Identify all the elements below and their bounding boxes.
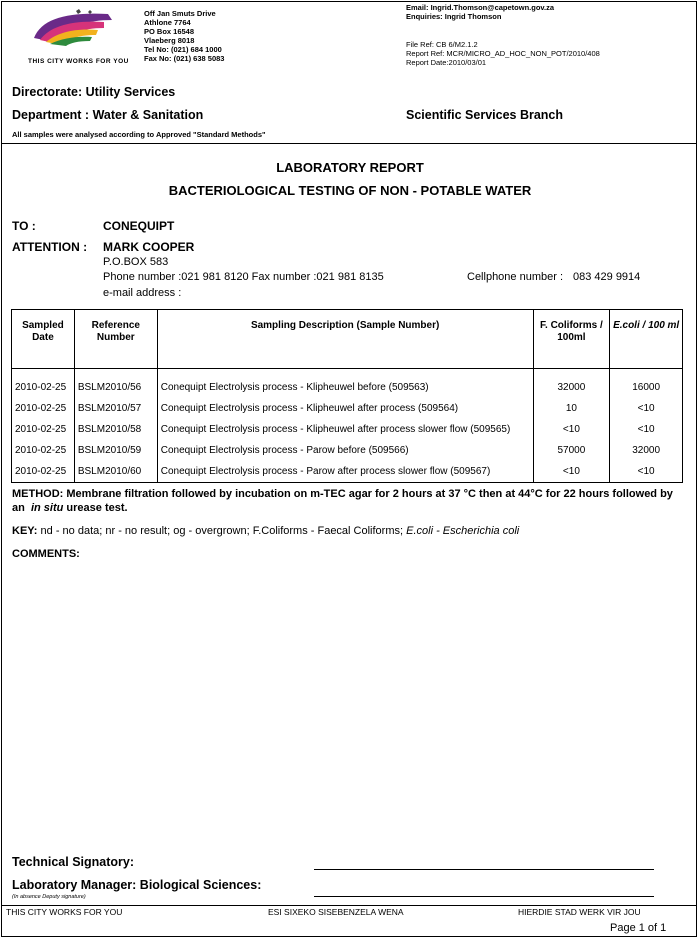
cellphone-value: 083 429 9914 — [573, 271, 641, 283]
cell-desc: Conequipt Electrolysis process - Parow after process slower flow (509567) — [157, 461, 533, 483]
address-line: Fax No: (021) 638 5083 — [144, 54, 225, 63]
report-subtitle: BACTERIOLOGICAL TESTING OF NON - POTABLE WATER — [168, 183, 532, 198]
manager-signature-line — [314, 896, 654, 897]
address-line: Tel No: (021) 684 1000 — [144, 45, 222, 54]
to-value: CONEQUIPT — [103, 219, 175, 233]
attention-label: ATTENTION : — [12, 240, 88, 254]
address-block — [144, 9, 224, 63]
key-label: KEY: — [12, 525, 38, 537]
contact-block — [406, 3, 554, 21]
col-e-coli: E.coli / 100 ml — [610, 310, 683, 369]
cell-ref: BSLM2010/58 — [74, 419, 157, 440]
to-label: TO : — [12, 219, 36, 233]
results-table — [11, 309, 683, 483]
cell-date: 2010-02-25 — [12, 398, 75, 419]
file-ref: File Ref: CB 6/M2.1.2 — [406, 40, 478, 49]
cell-desc: Conequipt Electrolysis process - Parow before (509566) — [157, 440, 533, 461]
methods-note: All samples were analysed according to Approved "Standard Methods" — [12, 130, 266, 139]
report-title: LABORATORY REPORT — [276, 160, 424, 175]
method-in-situ: in situ — [30, 502, 64, 514]
cell-ecoli: <10 — [610, 461, 683, 483]
cell-desc: Conequipt Electrolysis process - Klipheuwel after process (509564) — [157, 398, 533, 419]
cell-ecoli: <10 — [610, 419, 683, 440]
col-sampling-description: Sampling Description (Sample Number) — [157, 310, 533, 369]
table-row — [12, 461, 683, 483]
report-ref: Report Ref: MCR/MICRO_AD_HOC_NON_POT/2010/408 — [406, 49, 600, 58]
technical-signatory-label: Technical Signatory: — [12, 855, 135, 869]
key-italic: E.coli - Escherichia coli — [406, 525, 520, 537]
cell-date: 2010-02-25 — [12, 440, 75, 461]
branch: Scientific Services Branch — [406, 108, 564, 122]
footer-right: HIERDIE STAD WERK VIR JOU — [518, 907, 641, 917]
method-line-2 — [12, 502, 128, 514]
po-box: P.O.BOX 583 — [103, 256, 169, 268]
col-f-coliforms: F. Coliforms / 100ml — [533, 310, 610, 369]
page-number: Page 1 of 1 — [610, 922, 667, 934]
cell-date: 2010-02-25 — [12, 461, 75, 483]
cell-ref: BSLM2010/60 — [74, 461, 157, 483]
cell-ecoli: 16000 — [610, 369, 683, 399]
cell-fcol: 32000 — [533, 369, 610, 399]
cell-fcol: 57000 — [533, 440, 610, 461]
table-row — [12, 419, 683, 440]
cellphone-label: Cellphone number : — [467, 271, 564, 283]
lab-manager-label: Laboratory Manager: Biological Sciences: — [12, 878, 262, 892]
table-row — [12, 369, 683, 399]
table-row — [12, 398, 683, 419]
header-divider — [1, 143, 697, 144]
department: Department : Water & Sanitation — [12, 108, 204, 122]
method-text: Membrane filtration followed by incubation on m-TEC agar for 2 hours at 37 °C then at 44°C for 22 hours followed by — [66, 488, 673, 500]
logo-tagline: THIS CITY WORKS FOR YOU — [28, 58, 129, 65]
cell-ecoli: 32000 — [610, 440, 683, 461]
cell-date: 2010-02-25 — [12, 369, 75, 399]
method-label: METHOD: — [12, 488, 64, 500]
cell-ref: BSLM2010/57 — [74, 398, 157, 419]
cell-ref: BSLM2010/56 — [74, 369, 157, 399]
method-text-post: urease test. — [66, 502, 128, 514]
cell-fcol: 10 — [533, 398, 610, 419]
address-line: Vlaeberg 8018 — [144, 36, 195, 45]
cell-ref: BSLM2010/59 — [74, 440, 157, 461]
method-text-pre: an — [12, 502, 25, 514]
cell-fcol: <10 — [533, 419, 610, 440]
comments-label: COMMENTS: — [12, 548, 80, 560]
cell-fcol: <10 — [533, 461, 610, 483]
key-text: nd - no data; nr - no result; og - overgrown; F.Coliforms - Faecal Coliforms; — [40, 525, 404, 537]
footer-center: ESI SIXEKO SISEBENZELA WENA — [268, 907, 404, 917]
enquiries-line: Enquiries: Ingrid Thomson — [406, 12, 502, 21]
reference-block — [406, 40, 600, 67]
cell-ecoli: <10 — [610, 398, 683, 419]
email-label: e-mail address : — [103, 287, 182, 299]
method-line-1 — [12, 488, 673, 500]
footer-left: THIS CITY WORKS FOR YOU — [6, 907, 123, 917]
cell-desc: Conequipt Electrolysis process - Klipheuwel before (509563) — [157, 369, 533, 399]
table-header-row — [12, 310, 683, 369]
phone-fax: Phone number :021 981 8120 Fax number :021 981 8135 — [103, 271, 384, 283]
directorate: Directorate: Utility Services — [12, 85, 176, 99]
key-line — [12, 525, 519, 537]
address-line: Off Jan Smuts Drive — [144, 9, 216, 18]
report-date: Report Date:2010/03/01 — [406, 58, 487, 67]
footer-divider — [1, 905, 697, 906]
address-line: PO Box 16548 — [144, 27, 195, 36]
manager-note: (In absence Deputy signature) — [12, 894, 86, 900]
email-line: Email: Ingrid.Thomson@capetown.gov.za — [406, 3, 555, 12]
col-reference-number: Reference Number — [74, 310, 157, 369]
cell-desc: Conequipt Electrolysis process - Klipheuwel after process slower flow (509565) — [157, 419, 533, 440]
address-line: Athlone 7764 — [144, 18, 191, 27]
attention-value: MARK COOPER — [103, 240, 195, 254]
city-logo — [28, 8, 116, 54]
col-sampled-date: Sampled Date — [12, 310, 75, 369]
table-row — [12, 440, 683, 461]
cell-date: 2010-02-25 — [12, 419, 75, 440]
technical-signature-line — [314, 869, 654, 870]
